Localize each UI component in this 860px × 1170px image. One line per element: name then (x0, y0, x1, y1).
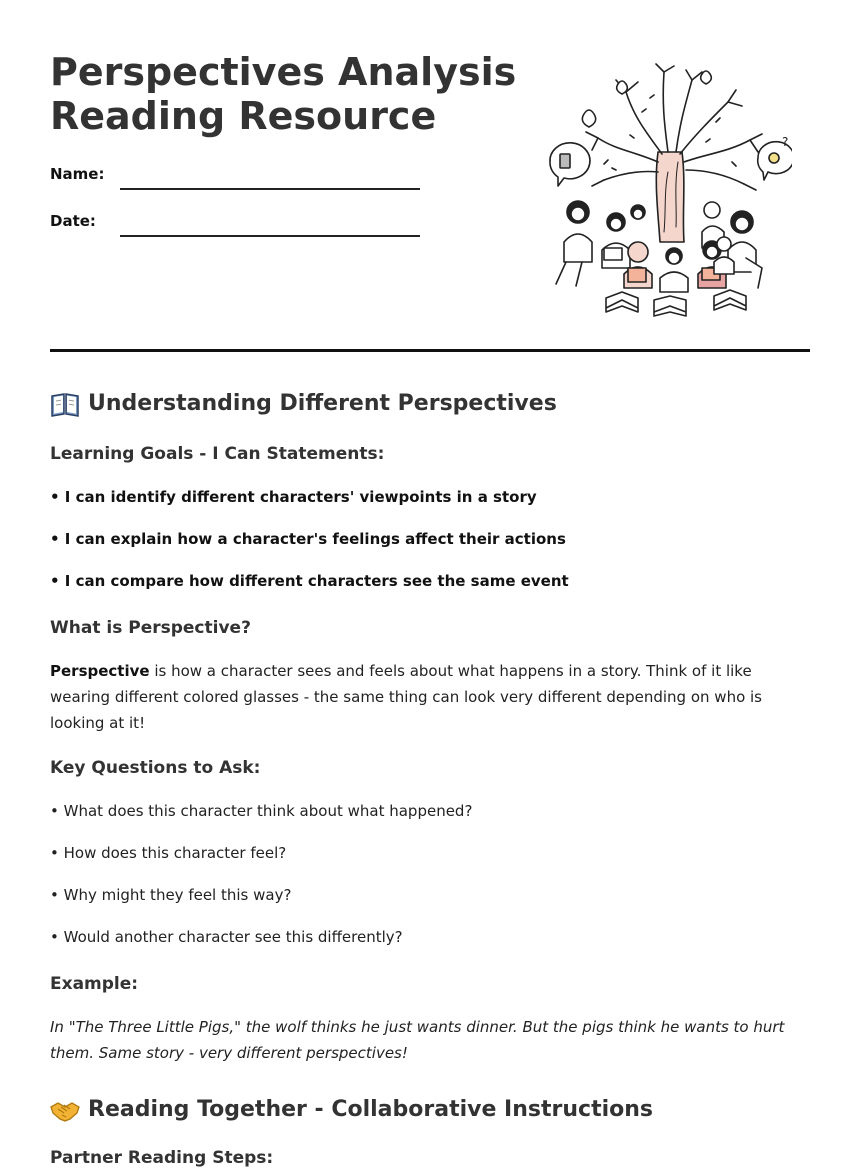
section-heading-reading-together-text: Reading Together - Collaborative Instructions (88, 1097, 653, 1122)
header-divider (50, 349, 810, 352)
svg-text:?: ? (782, 135, 789, 149)
perspective-definition (50, 658, 790, 736)
definition-text: is how a character sees and feels about what happens in a story. Think of it like wearing different colored glasses - the same thing can look very different depending on who is looking at it! (50, 662, 763, 732)
date-label: Date: (50, 212, 96, 230)
section-heading-understanding (50, 388, 790, 420)
name-label: Name: (50, 165, 105, 183)
example-heading: Example: (50, 974, 139, 994)
date-line[interactable] (120, 235, 420, 237)
section-heading-understanding-text: Understanding Different Perspectives (88, 391, 557, 416)
title-line-2: Reading Resource (50, 94, 437, 138)
title-line-1: Perspectives Analysis (50, 50, 517, 94)
partner-reading-steps-heading: Partner Reading Steps: (50, 1148, 274, 1168)
definition-term: Perspective (50, 662, 150, 680)
name-line[interactable] (120, 188, 420, 190)
page-title (50, 50, 530, 138)
learning-goal-2: • I can explain how a character's feelings affect their actions (50, 530, 566, 548)
question-item: • Why might they feel this way? (50, 886, 292, 904)
name-field[interactable] (50, 165, 430, 195)
learning-goals-heading: Learning Goals - I Can Statements: (50, 444, 385, 464)
what-is-perspective-heading: What is Perspective? (50, 618, 251, 638)
question-item: • Would another character see this differently? (50, 928, 403, 946)
question-item: • How does this character feel? (50, 844, 287, 862)
worksheet-header (50, 50, 810, 340)
section-heading-reading-together (50, 1094, 790, 1126)
handshake-icon (50, 1097, 80, 1123)
main-content (50, 388, 790, 1170)
key-questions-heading: Key Questions to Ask: (50, 758, 261, 778)
learning-goal-3: • I can compare how different characters see the same event (50, 572, 569, 590)
learning-goal-1: • I can identify different characters' viewpoints in a story (50, 488, 537, 506)
open-book-icon (50, 391, 80, 417)
date-field[interactable] (50, 212, 430, 242)
example-text: In "The Three Little Pigs," the wolf thinks he just wants dinner. But the pigs think he wants to hurt them. Same story - very different perspectives! (50, 1018, 785, 1062)
question-item: • What does this character think about what happened? (50, 802, 473, 820)
reading-tree-illustration (546, 62, 792, 318)
